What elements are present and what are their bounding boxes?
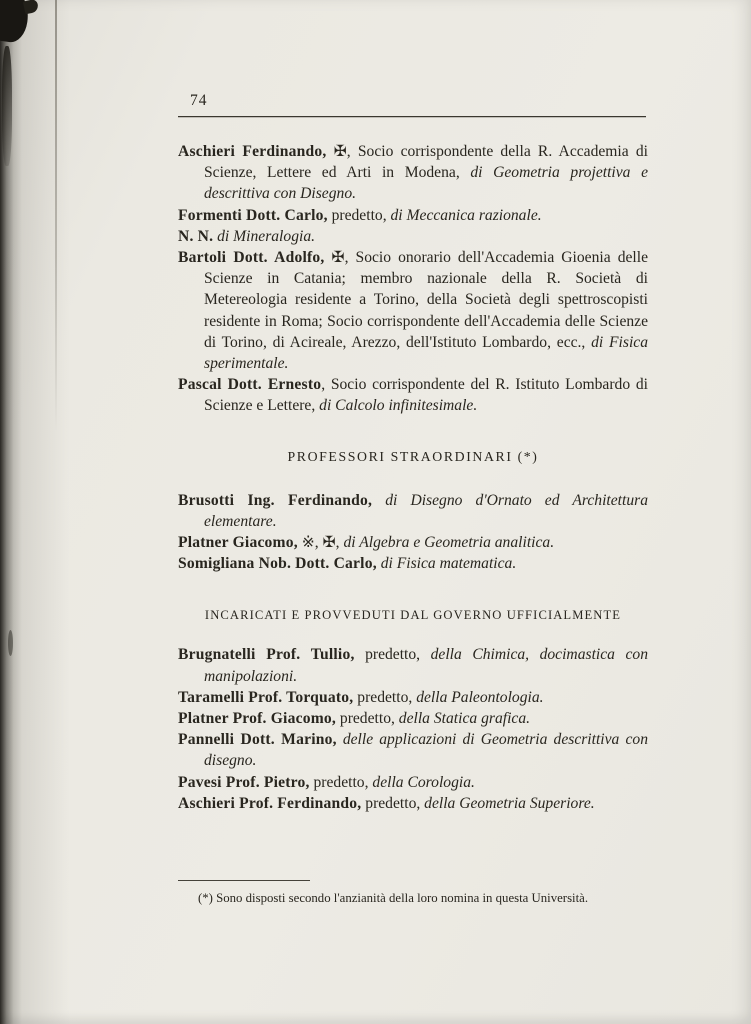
subject-italic: della Corologia. bbox=[372, 773, 475, 791]
subject-italic: di Fisica matematica. bbox=[380, 555, 517, 573]
person-name: Brugnatelli Prof. Tullio, bbox=[178, 646, 355, 664]
description-text: predetto, bbox=[354, 646, 431, 664]
description-text bbox=[372, 492, 385, 509]
footnote bbox=[178, 880, 648, 908]
section-heading: INCARICATI E PROVVEDUTI DAL GOVERNO UFFICIALMENTE bbox=[204, 608, 622, 623]
person-name: Aschieri Prof. Ferdinando, bbox=[178, 794, 362, 812]
faculty-entry bbox=[178, 490, 648, 532]
person-name: Pavesi Prof. Pietro, bbox=[178, 773, 310, 791]
description-text: ✠, Socio onorario dell'Accademia Gioenia delle Scienze in Catania; membro nazionale della R. Società di Metereologia residente a Torino, della Società degli spettroscopisti residente in Roma; Socio corrispondente dell'Accademia delle Scienze di Torino, di Acireale, Arezzo, dell'Istituto Lombardo, ecc., bbox=[204, 249, 648, 351]
faculty-entry bbox=[178, 205, 648, 226]
description-text: predetto, bbox=[361, 794, 425, 812]
person-name: N. N. bbox=[178, 227, 214, 245]
subject-italic: di Geometria projettiva e descrittiva con Disegno. bbox=[204, 164, 648, 203]
description-text: ※, ✠, bbox=[297, 534, 344, 552]
scan-crease-line bbox=[55, 0, 57, 432]
subject-italic: di Algebra e Geometria analitica. bbox=[343, 534, 555, 552]
subject-italic: di Calcolo infinitesimale. bbox=[319, 397, 478, 415]
faculty-entry bbox=[178, 141, 648, 205]
person-name: Aschieri Ferdinando, bbox=[178, 143, 327, 160]
faculty-entry bbox=[178, 687, 648, 708]
text-block bbox=[178, 92, 648, 814]
person-name: Somigliana Nob. Dott. Carlo, bbox=[178, 555, 377, 573]
faculty-entry bbox=[178, 708, 648, 729]
faculty-entry bbox=[178, 532, 648, 553]
subject-italic: della Chimica, docimastica con manipolazioni. bbox=[204, 646, 648, 685]
faculty-entry bbox=[178, 247, 648, 374]
faculty-entry bbox=[178, 374, 648, 416]
subject-italic: di Meccanica razionale. bbox=[390, 206, 542, 224]
description-text: predetto, bbox=[327, 206, 391, 224]
section-heading: PROFESSORI STRAORDINARI (*) bbox=[287, 448, 539, 464]
scan-ink-mark bbox=[2, 46, 12, 166]
person-name: Pascal Dott. Ernesto bbox=[178, 376, 322, 394]
subject-italic: delle applicazioni di Geometria descrittiva con disegno. bbox=[204, 731, 648, 770]
person-name: Taramelli Prof. Torquato, bbox=[178, 688, 354, 706]
description-text: ✠, Socio corrispondente della R. Accademia di Scienze, Lettere ed Arti in Modena, bbox=[204, 143, 649, 182]
subject-italic: della Statica grafica. bbox=[398, 710, 531, 728]
faculty-entry bbox=[178, 729, 648, 771]
faculty-entry bbox=[178, 793, 648, 814]
subject-italic: di Disegno d'Ornato ed Architettura elementare. bbox=[204, 491, 648, 530]
header-rule bbox=[178, 116, 646, 117]
person-name: Formenti Dott. Carlo, bbox=[178, 206, 328, 224]
person-name: Platner Giacomo, bbox=[178, 534, 298, 552]
person-name: Platner Prof. Giacomo, bbox=[178, 710, 336, 728]
scan-speck bbox=[8, 630, 13, 656]
page-number: 74 bbox=[190, 92, 208, 109]
description-text: predetto, bbox=[353, 688, 417, 706]
subject-italic: della Paleontologia. bbox=[416, 688, 544, 706]
faculty-entry bbox=[178, 644, 648, 686]
footnote-text: (*) Sono disposti secondo l'anzianità della loro nomina in questa Università. bbox=[198, 891, 589, 905]
subject-italic: di Mineralogia. bbox=[217, 227, 316, 245]
footnote-rule bbox=[178, 880, 310, 881]
faculty-entry bbox=[178, 226, 648, 247]
description-text: predetto, bbox=[336, 710, 399, 728]
person-name: Bartoli Dott. Adolfo, bbox=[178, 249, 325, 267]
faculty-entry bbox=[178, 553, 648, 574]
subject-italic: della Geometria Superiore. bbox=[424, 794, 595, 812]
content-sections bbox=[178, 141, 648, 814]
description-text: predetto, bbox=[309, 773, 373, 791]
description-text: , Socio corrispondente del R. Istituto Lombardo di Scienze e Lettere, bbox=[204, 376, 648, 415]
subject-italic: di Fisica sperimentale. bbox=[204, 333, 648, 373]
person-name: Pannelli Dott. Marino, bbox=[178, 731, 337, 749]
person-name: Brusotti Ing. Ferdinando, bbox=[178, 491, 373, 509]
faculty-entry bbox=[178, 772, 648, 793]
